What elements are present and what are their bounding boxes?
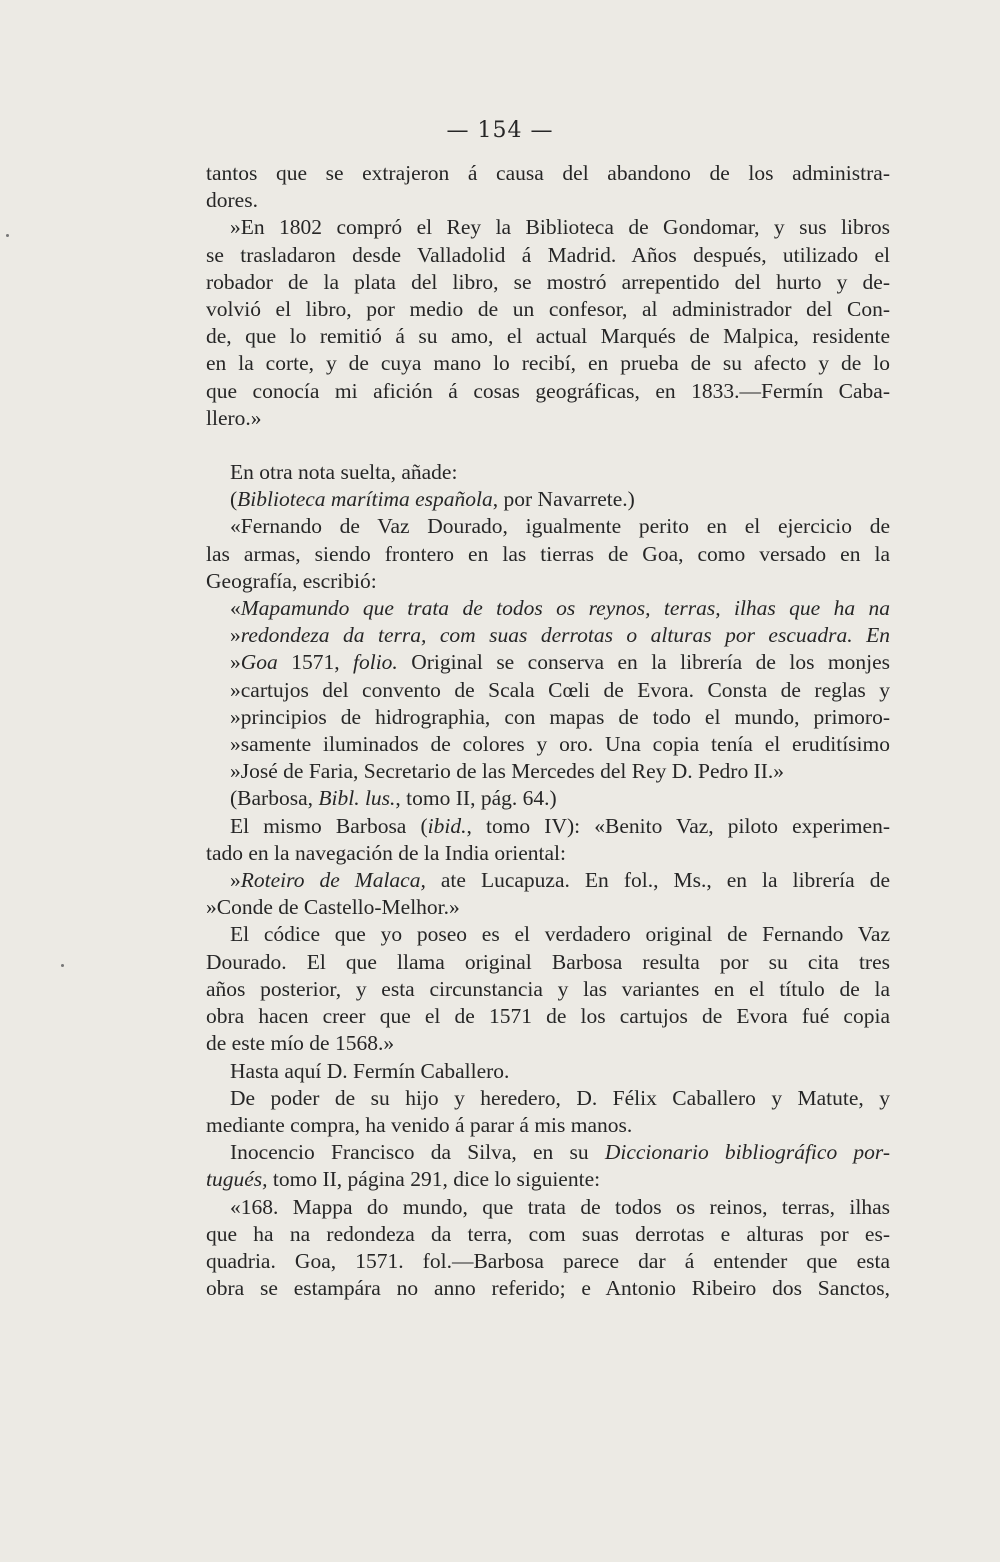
text-fragment: Original se conserva en la librería de los monjes: [397, 650, 890, 675]
text-line: que ha na redondeza da terra, com suas derrotas e alturas por es-: [206, 1221, 890, 1246]
paragraph-gap: [206, 432, 890, 459]
text-line: El códice que yo poseo es el verdadero original de Fernando Vaz: [230, 922, 890, 947]
text-line: [206, 867, 890, 894]
text-line: Dourado. El que llama original Barbosa resulta por su cita tres: [206, 949, 890, 974]
text-line: obra hacen creer que el de 1571 de los cartujos de Evora fué copia: [206, 1004, 890, 1029]
text-fragment: »: [230, 868, 241, 893]
text-line: robador de la plata del libro, se mostró arrepentido del hurto y de-: [206, 269, 890, 294]
text-line: «Fernando de Vaz Dourado, igualmente perito en el ejercicio de: [230, 514, 890, 539]
italic-fragment: folio.: [353, 650, 398, 675]
text-line: [206, 622, 890, 649]
text-line: [206, 813, 890, 840]
text-line: dores.: [206, 188, 258, 213]
text-fragment: (Barbosa,: [230, 786, 319, 811]
italic-fragment: Roteiro de Malaca,: [240, 868, 426, 893]
body-text: [206, 160, 890, 1302]
page-number: — 154 —: [446, 118, 554, 143]
text-line: »José de Faria, Secretario de las Mercedes del Rey D. Pedro II.»: [230, 759, 785, 784]
text-line: En otra nota suelta, añade:: [230, 460, 458, 485]
text-line: tantos que se extrajeron á causa del abandono de los administra-: [206, 161, 890, 185]
italic-fragment: tugués,: [206, 1167, 268, 1192]
italic-fragment: Diccionario bibliográfico por-: [604, 1140, 890, 1165]
text-line: [206, 486, 890, 513]
book-title: Biblioteca marítima española: [237, 487, 493, 512]
text-line: [206, 1139, 890, 1166]
text-fragment: »: [230, 650, 241, 675]
text-fragment: ate Lucapuza. En fol., Ms., en la librería de: [425, 868, 890, 893]
text-line: años posterior, y esta circunstancia y las variantes en el título de la: [206, 976, 890, 1001]
text-fragment: , tomo IV): «Benito Vaz, piloto experimen-: [466, 813, 890, 838]
text-line: llero.»: [206, 405, 262, 430]
text-fragment: 1571,: [277, 650, 354, 675]
text-line: mediante compra, ha venido á parar á mis manos.: [206, 1112, 633, 1137]
text-line: Hasta aquí D. Fermín Caballero.: [230, 1058, 510, 1083]
text-fragment: , por Navarrete.): [492, 487, 635, 512]
text-line: «168. Mappa do mundo, que trata de todos os reinos, terras, ilhas: [230, 1194, 890, 1219]
italic-fragment: Mapamundo que trata de todos os reynos, terras, ilhas que ha na: [240, 596, 890, 621]
text-fragment: Inocencio Francisco da Silva, en su: [230, 1140, 605, 1165]
text-fragment: (: [230, 487, 238, 512]
text-fragment: «: [230, 596, 241, 621]
text-line: [206, 1166, 890, 1193]
text-fragment: tomo II, página 291, dice lo siguiente:: [267, 1167, 601, 1192]
text-line: tado en la navegación de la India oriental:: [206, 840, 566, 865]
text-line: en la corte, y de cuya mano lo recibí, en prueba de su afecto y de lo: [206, 351, 890, 376]
text-line: »samente iluminados de colores y oro. Una copia tenía el eruditísimo: [230, 732, 890, 757]
text-line: »cartujos del convento de Scala Cœli de Evora. Consta de reglas y: [230, 677, 890, 702]
text-line: de este mío de 1568.»: [206, 1031, 395, 1056]
italic-fragment: Bibl. lus.: [318, 786, 396, 811]
text-line: [206, 649, 890, 676]
paper-speck: [61, 964, 64, 967]
text-line: obra se estampára no anno referido; e Antonio Ribeiro dos Sanctos,: [206, 1276, 890, 1301]
text-fragment: El mismo Barbosa (: [230, 813, 428, 838]
text-line: que conocía mi afición á cosas geográficas, en 1833.—Fermín Caba-: [206, 378, 890, 403]
text-line: »principios de hidrographia, con mapas de todo el mundo, primoro-: [230, 704, 890, 729]
italic-fragment: Goa: [240, 650, 278, 675]
text-line: [206, 785, 890, 812]
text-line: se trasladaron desde Valladolid á Madrid. Años después, utilizado el: [206, 242, 890, 267]
text-fragment: »: [230, 623, 241, 648]
italic-fragment: ibid.: [427, 813, 467, 838]
text-line: »En 1802 compró el Rey la Biblioteca de Gondomar, y sus libros: [230, 215, 890, 240]
text-line: Geografía, escribió:: [206, 568, 377, 593]
text-line: »Conde de Castello-Melhor.»: [206, 895, 460, 920]
italic-fragment: redondeza da terra, com suas derrotas o alturas por escuadra. En: [240, 623, 890, 648]
text-line: quadria. Goa, 1571. fol.—Barbosa parece dar á entender que esta: [206, 1248, 890, 1273]
text-line: volvió el libro, por medio de un confesor, al administrador del Con-: [206, 297, 890, 322]
text-fragment: , tomo II, pág. 64.): [395, 786, 557, 811]
text-line: De poder de su hijo y heredero, D. Félix Caballero y Matute, y: [230, 1085, 890, 1110]
text-line: [206, 595, 890, 622]
paper-speck: [6, 234, 9, 237]
text-line: de, que lo remitió á su amo, el actual Marqués de Malpica, residente: [206, 324, 890, 349]
text-line: las armas, siendo frontero en las tierras de Goa, como versado en la: [206, 541, 890, 566]
